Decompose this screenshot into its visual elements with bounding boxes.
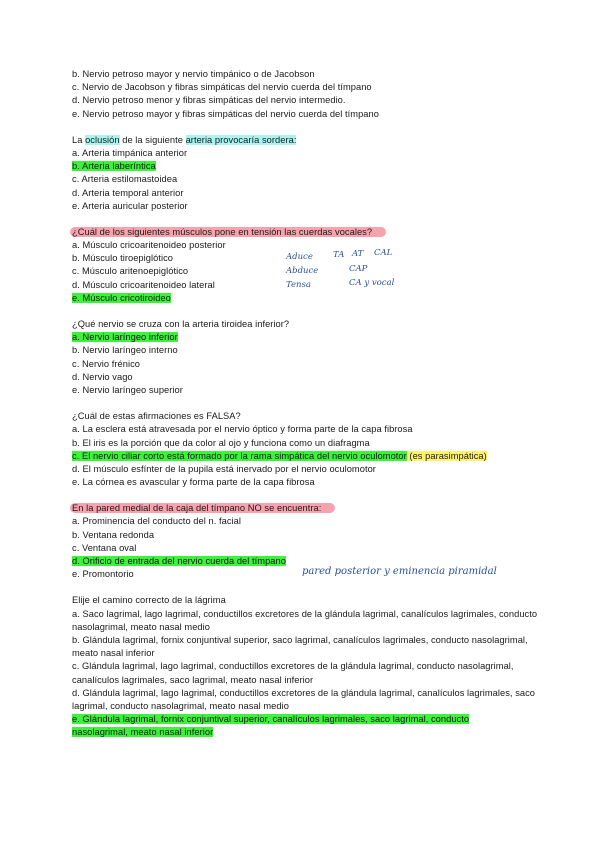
handwritten-note-pared: pared posterior y eminencia piramidal	[302, 566, 497, 577]
option-d: d. Nervio vago	[72, 371, 133, 382]
option-c: c. Arteria estilomastoidea	[72, 174, 178, 185]
question-5	[72, 410, 542, 489]
option-d: d. Músculo cricoaritenoideo lateral	[72, 279, 215, 290]
question-2	[72, 134, 542, 213]
option-c: c. Nervio frénico	[72, 358, 141, 369]
question-text: ¿Cuál de estas afirmaciones es FALSA?	[72, 411, 241, 422]
question-7	[72, 594, 542, 739]
option-e: e. Nervio laríngeo superior	[72, 384, 183, 395]
note-parasimpatica: (es parasimpática)	[406, 450, 487, 461]
option-e: e. Arteria auricular posterior	[72, 200, 188, 211]
question-text: La oclusión de la siguiente arteria provocaría sordera:	[72, 134, 297, 145]
option-d: d. El músculo esfínter de la pupila está inervado por el nervio oculomotor	[72, 463, 376, 474]
option-b: b. Glándula lagrimal, fornix conjuntival superior, saco lagrimal, canalículos lagrimales, conducto nasolagrimal, meato nasal inferior	[72, 634, 528, 659]
question-text: Elije el camino correcto de la lágrima	[72, 595, 226, 606]
question-text: ¿Qué nervio se cruza con la arteria tiroidea inferior?	[72, 319, 290, 329]
correct-answer: d. Orificio de entrada del nervio cuerda del tímpano	[72, 556, 286, 566]
option-d: d. Arteria temporal anterior	[72, 187, 184, 198]
option-c: c. Músculo aritenoepiglótico	[72, 266, 189, 277]
option-e: e. La córnea es avascular y forma parte de la capa fibrosa	[72, 477, 315, 488]
question-text: ¿Cuál de los siguientes músculos pone en tensión las cuerdas vocales?	[70, 227, 386, 237]
option-b: b. El iris es la porción que da color al ojo y funciona como un diafragma	[72, 437, 370, 448]
option-a: a. Saco lagrimal, lago lagrimal, conductillos excretores de la glándula lagrimal, canalículos lagrimales, conducto nasolagrimal, meato nasal medio	[72, 608, 538, 632]
question-text: En la pared medial de la caja del tímpano NO se encuentra:	[70, 503, 335, 513]
correct-answer: e. Músculo cricotiroideo	[72, 292, 171, 303]
option-c: c. Ventana oval	[72, 542, 137, 553]
option-a: a. La esclera está atravesada por el nervio óptico y forma parte de la capa fibrosa	[72, 424, 413, 435]
option-c: c. Glándula lagrimal, lago lagrimal, conductillos excretores de la glándula lagrimal, conducto nasolagrimal, canalículos lagrimales, saco lagrimal, meato nasal inferior	[72, 661, 514, 685]
highlight-arteria: arteria provocaría sordera:	[185, 134, 297, 145]
option-a: a. Arteria timpánica anterior	[72, 147, 188, 158]
highlight-oclusion: oclusión	[85, 134, 120, 145]
option-e: e. Promontorio	[72, 569, 134, 580]
option-c: c. Nervio de Jacobson y fibras simpáticas del nervio cuerda del tímpano	[72, 82, 372, 93]
correct-answer-line-2: nasolagrimal, meato nasal inferior	[72, 727, 214, 738]
question-4	[72, 318, 542, 397]
correct-answer-line-1: e. Glándula lagrimal, fornix conjuntival superior, canalículos lagrimales, saco lagrimal, conducto	[72, 714, 470, 725]
option-a: a. Músculo cricoaritenoideo posterior	[72, 240, 226, 251]
correct-answer: a. Nervio laríngeo inferior	[72, 332, 178, 343]
option-e: e. Nervio petroso mayor y fibras simpáticas del nervio cuerda del tímpano	[72, 108, 379, 119]
correct-answer: c. El nervio ciliar corto está formado por la rama simpática del nervio oculomotor	[72, 450, 407, 461]
option-d: d. Glándula lagrimal, lago lagrimal, conductillos excretores de la glándula lagrimal, canalículos lagrimales, saco lagrimal, conducto nasolagrimal, meato nasal medio	[72, 687, 536, 711]
option-b: b. Nervio petroso mayor y nervio timpánico o de Jacobson	[72, 69, 315, 79]
option-b: b. Ventana redonda	[72, 529, 155, 540]
option-b: b. Músculo tiroepiglótico	[72, 253, 173, 264]
correct-answer: b. Arteria laberíntica	[72, 161, 156, 172]
option-b: b. Nervio laríngeo interno	[72, 345, 178, 356]
question-1-options	[72, 68, 542, 121]
option-a: a. Prominencia del conducto del n. facial	[72, 516, 241, 527]
document-page	[72, 68, 542, 740]
option-d: d. Nervio petroso menor y fibras simpáticas del nervio intermedio.	[72, 95, 346, 106]
